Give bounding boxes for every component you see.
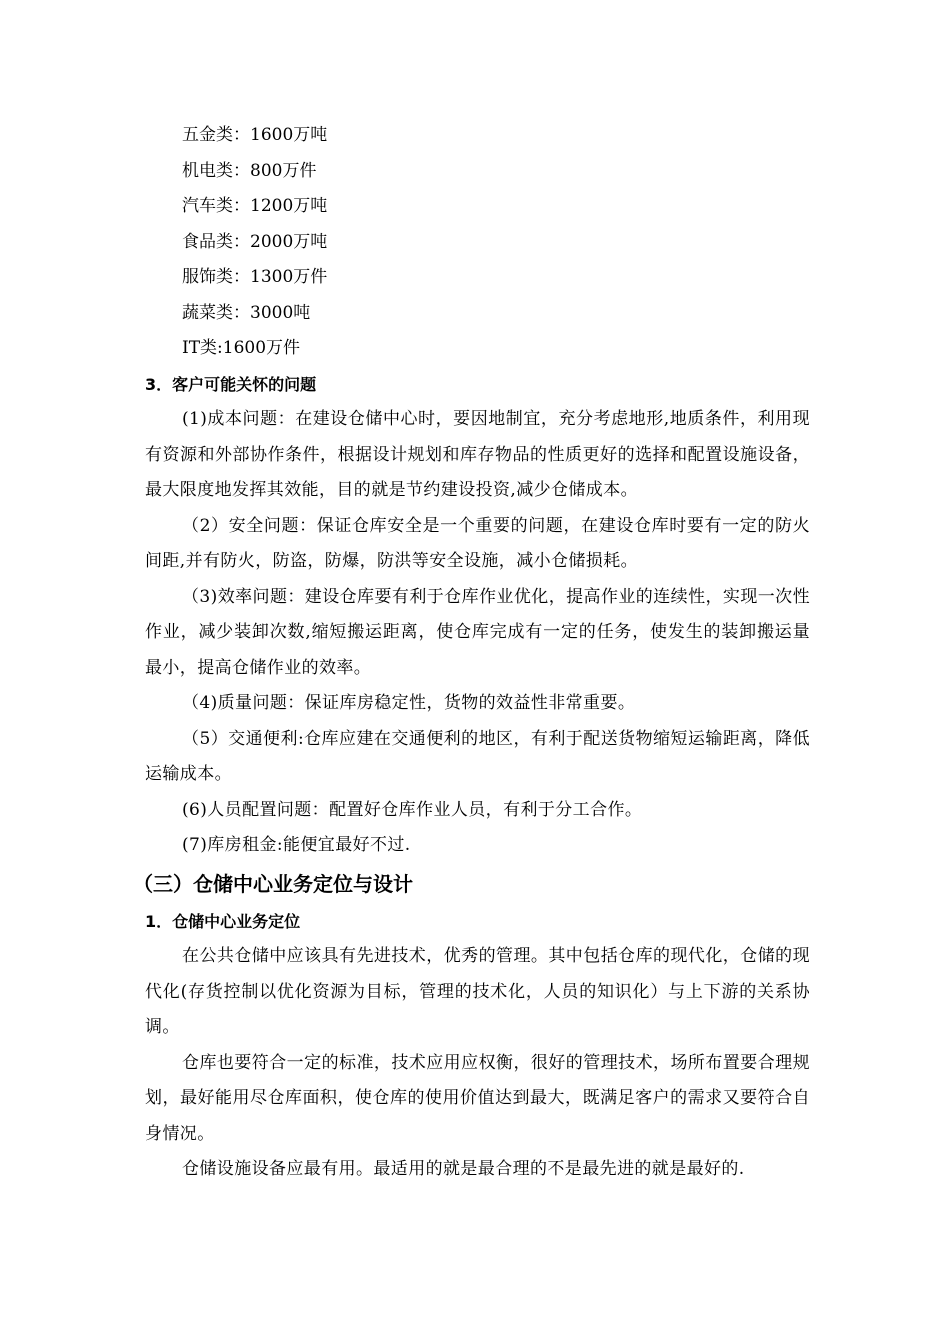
category-line: 五金类：1600万吨 (182, 125, 328, 145)
issue-paragraph: （5）交通便利:仓库应建在交通便利的地区，有利于配送货物缩短运输距离，降低运输成本。 (145, 728, 810, 784)
category-line: 汽车类：1200万吨 (182, 196, 328, 216)
subsection-heading: 1．仓储中心业务定位 (145, 911, 301, 931)
body-paragraph: 仓储设施设备应最有用。最适用的就是最合理的不是最先进的就是最好的. (182, 1159, 745, 1179)
category-line: 机电类：800万件 (182, 160, 317, 181)
category-line: 服饰类：1300万件 (182, 267, 328, 287)
issue-paragraph: （3)效率问题：建设仓库要有利于仓库作业优化，提高作业的连续性，实现一次性作业，减少装卸次数,缩短搬运距离，使仓库完成有一定的任务，使发生的装卸搬运量最小，提高仓储作业的效率。 (145, 586, 810, 678)
category-line: 食品类：2000万吨 (182, 231, 328, 252)
category-line: IT类:1600万件 (182, 338, 301, 358)
section-heading: 3．客户可能关怀的问题 (145, 374, 317, 394)
chapter-heading: （三）仓储中心业务定位与设计 (133, 871, 413, 896)
issue-paragraph: (6)人员配置问题：配置好仓库作业人员，有利于分工合作。 (182, 799, 643, 820)
body-paragraph: 仓库也要符合一定的标准，技术应用应权衡，很好的管理技术，场所布置要合理规划，最好能用尽仓库面积，使仓库的使用价值达到最大，既满足客户的需求又要符合自身情况。 (145, 1052, 810, 1144)
issue-paragraph: （2）安全问题：保证仓库安全是一个重要的问题，在建设仓库时要有一定的防火间距,并有防火，防盗，防爆，防洪等安全设施，减小仓储损耗。 (145, 515, 810, 571)
category-line: 蔬菜类：3000吨 (182, 302, 311, 323)
issue-paragraph: （4)质量问题：保证库房稳定性，货物的效益性非常重要。 (182, 693, 636, 713)
issue-paragraph: (7)库房租金:能便宜最好不过. (182, 835, 411, 855)
body-paragraph: 在公共仓储中应该具有先进技术，优秀的管理。其中包括仓库的现代化，仓储的现代化(存货控制以优化资源为目标，管理的技术化，人员的知识化）与上下游的关系协调。 (145, 946, 810, 1037)
document-page (133, 118, 810, 1188)
issue-paragraph: (1)成本问题：在建设仓储中心时，要因地制宜，充分考虑地形,地质条件，利用现有资源和外部协作条件，根据设计规划和库存物品的性质更好的选择和配置设施设备，最大限度地发挥其效能，目的就是节约建设投资,减少仓储成本。 (145, 409, 810, 500)
